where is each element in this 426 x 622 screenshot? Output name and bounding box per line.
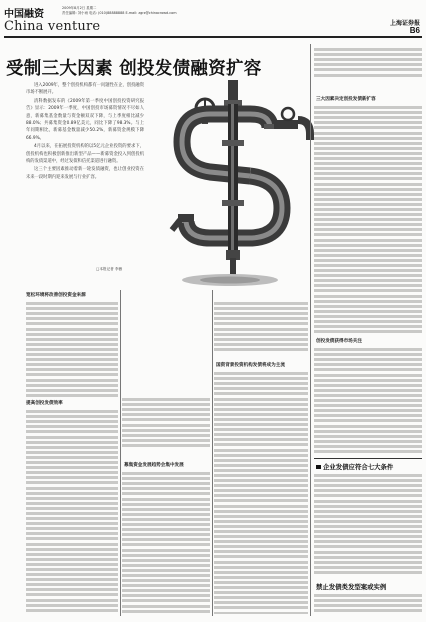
article-body-text xyxy=(314,346,422,454)
section-title: China venture xyxy=(4,19,101,34)
article-body-text xyxy=(122,470,210,614)
article-body-text xyxy=(314,46,422,86)
page-number: B6 xyxy=(409,26,420,35)
lead-paragraph: 清科数据发布的《2009年第一季度中国创投投资研究报告》显示：2009年一季度，中国创投市场募资情况不尽如人意，新募集基金数量与资金额双双下降，与上季度相比减少88.0%；共募集资金0.89亿美元，同比下降了98.3%。与上年同期相比，新募基金数量减少50.2%，新募资金规模下降66.9%。 xyxy=(26,98,144,141)
paper-name: 上海证券报 xyxy=(389,20,420,27)
page-header xyxy=(4,5,422,35)
article-subheading: 宽松环境将改善创投资金来源 xyxy=(26,293,86,298)
box-title: 禁止发债类发型案或实例 xyxy=(316,583,387,591)
article-subheading: 募集资金发展趋势会集中发展 xyxy=(124,463,184,468)
dollar-sign-faucet-icon xyxy=(150,80,315,290)
article-body-text xyxy=(314,104,422,334)
lead-paragraph: 进入2009年，整个创投机构都有一问题性在企，创投融资市场不断展开。 xyxy=(26,83,144,96)
column-divider xyxy=(212,290,213,616)
square-bullet-icon xyxy=(316,465,321,469)
article-subheading: 创投发债获得市场关注 xyxy=(316,339,362,344)
article-body-text xyxy=(214,300,308,360)
box-rule xyxy=(314,458,422,459)
masthead: 中国融资 xyxy=(4,9,44,20)
article-body-text xyxy=(214,370,308,614)
header-editor-line: 责任编辑: 刘小雨 电话: (010)88888888 E-mail: zgrz@chinacrowd.com xyxy=(62,10,177,15)
article-body-text xyxy=(26,300,118,398)
header-info xyxy=(62,6,312,15)
article-body-text xyxy=(314,592,422,616)
header-rule xyxy=(4,36,422,38)
article-body-text xyxy=(26,408,118,614)
column-divider xyxy=(310,44,311,616)
byline: □本报记者 李薇 xyxy=(96,267,123,271)
headline: 受制三大因素 创投发债融资扩容 xyxy=(6,59,262,79)
box-title: 企业发债应符合七大条件 xyxy=(316,462,393,471)
article-subheading: 国资背景投资机构发债将成为主流 xyxy=(216,363,285,368)
lead-paragraph: 4月以来，在拓展投资机构的以5亿元企业投资的要求下，创投机构也积极创新推出新型产品——新募资金投入到创投机构的发债渠道中，经过发债和信托渠道进行融资。 xyxy=(26,144,144,165)
article-subheading: 提高创投发债效率 xyxy=(26,401,63,406)
article-body-text xyxy=(314,472,422,578)
lead-article xyxy=(26,82,144,182)
header-date-line: 2009年8月2日 星期二 xyxy=(62,6,97,10)
lead-paragraph: 这三个主要因素推动着新一轮发债融资，也让创业投资在未来一段时期内迎来发展与行业扩容。 xyxy=(26,167,144,180)
article-subheading: 三大因素决定创投发债新扩容 xyxy=(316,97,376,102)
column-divider xyxy=(120,290,121,616)
